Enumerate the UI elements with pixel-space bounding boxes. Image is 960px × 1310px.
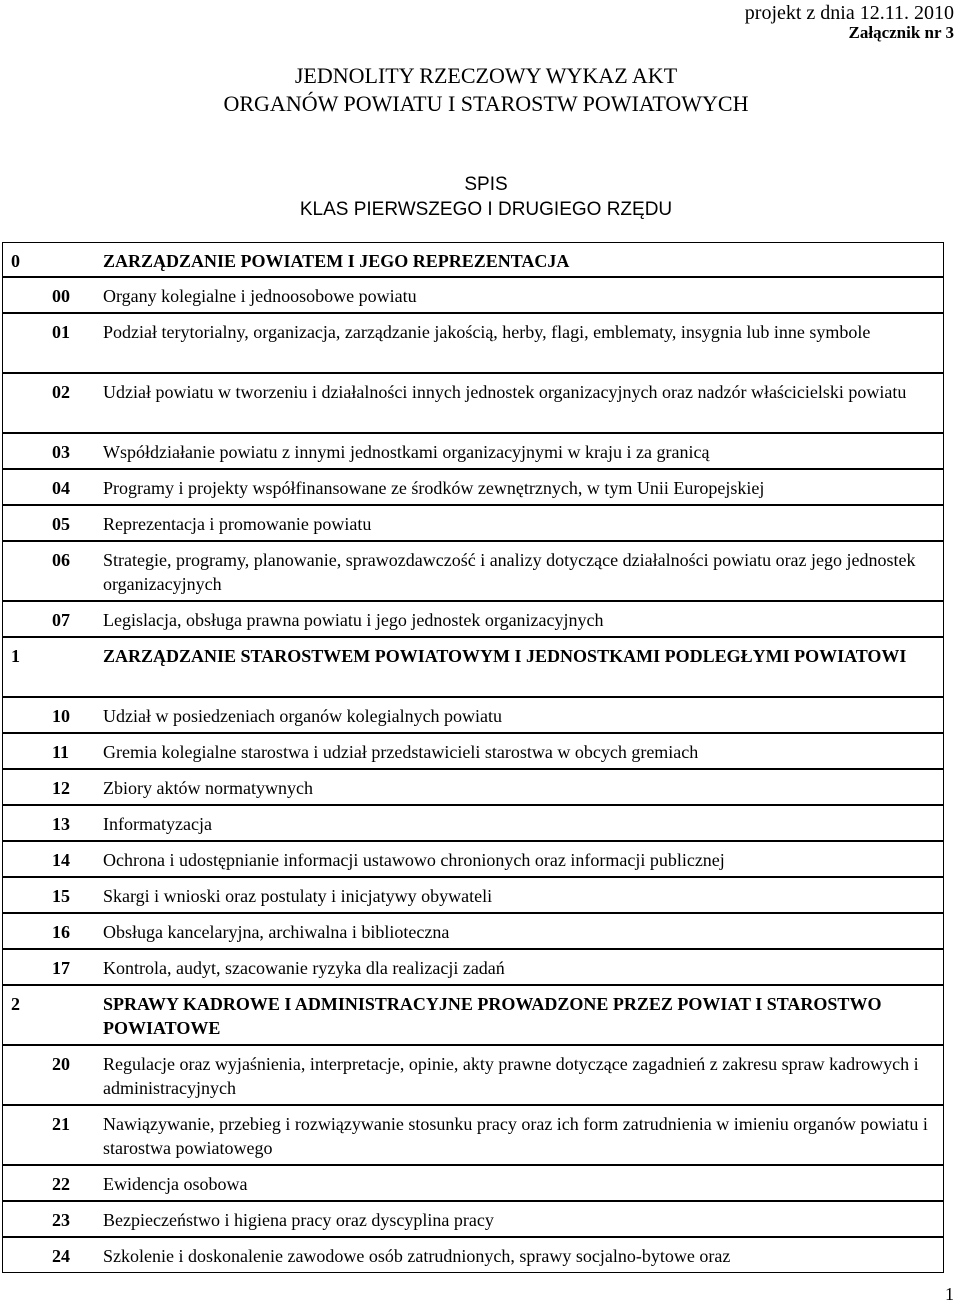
class-code: 04: [52, 478, 70, 498]
class-code: 20: [52, 1054, 70, 1074]
table-row-class-1: [2, 637, 944, 697]
class-code: 22: [52, 1174, 70, 1194]
table-row-class-2: [2, 949, 944, 985]
class-code: 21: [52, 1114, 70, 1134]
class-code: 23: [52, 1210, 70, 1230]
class-code: 16: [52, 922, 70, 942]
class-code: 06: [52, 550, 70, 570]
class-description: Kontrola, audyt, szacowanie ryzyka dla realizacji zadań: [103, 958, 505, 978]
class-description: Bezpieczeństwo i higiena pracy oraz dyscyplina pracy: [103, 1210, 494, 1230]
class-code: 11: [52, 742, 70, 762]
table-row-class-2: [2, 469, 944, 505]
class-code: 2: [11, 994, 20, 1014]
table-row-class-2: [2, 433, 944, 469]
class-description: Legislacja, obsługa prawna powiatu i jego jednostek organizacyjnych: [103, 610, 604, 630]
table-cell: [2, 1237, 944, 1273]
class-code: 0: [11, 251, 20, 271]
table-cell: [2, 313, 944, 373]
table-row-class-2: [2, 769, 944, 805]
table-cell: [2, 877, 944, 913]
class-description: Ochrona i udostępnianie informacji ustawowo chronionych oraz informacji publicznej: [103, 850, 725, 870]
class-description: Podział terytorialny, organizacja, zarządzanie jakością, herby, flagi, emblematy, insygnia lub inne symbole: [103, 322, 871, 342]
class-description: Obsługa kancelaryjna, archiwalna i biblioteczna: [103, 922, 450, 942]
class-code: 17: [52, 958, 70, 978]
table-cell: [2, 1201, 944, 1237]
table-row-class-1: [2, 985, 944, 1045]
class-code: 13: [52, 814, 70, 834]
class-description: Strategie, programy, planowanie, sprawozdawczość i analizy dotyczące działalności powiatu oraz jego jednostek organizacyjnych: [103, 550, 916, 594]
table-cell: [2, 949, 944, 985]
class-code: 12: [52, 778, 70, 798]
class-description: Udział powiatu w tworzeniu i działalności innych jednostek organizacyjnych oraz nadzór właścicielski powiatu: [103, 382, 907, 402]
table-row-class-2: [2, 805, 944, 841]
class-code: 02: [52, 382, 70, 402]
class-description: Zbiory aktów normatywnych: [103, 778, 313, 798]
table-cell: [2, 277, 944, 313]
table-row-class-2: [2, 697, 944, 733]
table-cell: [2, 601, 944, 637]
table-cell: [2, 1105, 944, 1165]
class-code: 14: [52, 850, 70, 870]
table-row-class-2: [2, 1165, 944, 1201]
table-cell: [2, 913, 944, 949]
table-cell: [2, 433, 944, 469]
list-title: [0, 172, 960, 222]
table-cell: [2, 841, 944, 877]
class-description: Programy i projekty współfinansowane ze środków zewnętrznych, w tym Unii Europejskiej: [103, 478, 765, 498]
class-code: 1: [11, 646, 20, 666]
table-cell: [2, 469, 944, 505]
table-cell: [2, 242, 944, 277]
table-row-class-2: [2, 277, 944, 313]
table-cell: [2, 1165, 944, 1201]
table-cell: [2, 637, 944, 697]
table-cell: [2, 541, 944, 601]
class-description: Gremia kolegialne starostwa i udział przedstawicieli starostwa w obcych gremiach: [103, 742, 699, 762]
table-cell: [2, 1045, 944, 1105]
table-row-class-2: [2, 541, 944, 601]
table-cell: [2, 805, 944, 841]
list-title-line-1: SPIS: [464, 174, 508, 195]
document-title: [0, 62, 960, 118]
class-code: 01: [52, 322, 70, 342]
class-code: 07: [52, 610, 70, 630]
table-cell: [2, 985, 944, 1045]
class-description: Szkolenie i doskonalenie zawodowe osób zatrudnionych, sprawy socjalno-bytowe oraz: [103, 1246, 731, 1266]
page-number: 1: [945, 1284, 954, 1304]
class-description: Skargi i wnioski oraz postulaty i inicjatywy obywateli: [103, 886, 493, 906]
class-description: SPRAWY KADROWE I ADMINISTRACYJNE PROWADZONE PRZEZ POWIAT I STAROSTWO POWIATOWE: [103, 994, 882, 1038]
table-row-class-2: [2, 1105, 944, 1165]
table-row-class-2: [2, 313, 944, 373]
class-description: Informatyzacja: [103, 814, 212, 834]
list-title-line-2: KLAS PIERWSZEGO I DRUGIEGO RZĘDU: [299, 199, 673, 220]
document-title-line-2: ORGANÓW POWIATU I STAROSTW POWIATOWYCH: [223, 91, 749, 116]
classification-table-body: [2, 242, 944, 1273]
class-code: 24: [52, 1246, 70, 1266]
class-code: 10: [52, 706, 70, 726]
table-row-class-2: [2, 505, 944, 541]
classification-table: [2, 242, 944, 1273]
table-cell: [2, 769, 944, 805]
table-row-class-2: [2, 913, 944, 949]
class-description: Nawiązywanie, przebieg i rozwiązywanie stosunku pracy oraz ich form zatrudnienia w imieniu organów powiatu i starostwa powiatowego: [103, 1114, 928, 1158]
project-date: projekt z dnia 12.11. 2010: [744, 2, 954, 24]
class-description: ZARZĄDZANIE POWIATEM I JEGO REPREZENTACJA: [103, 251, 570, 271]
document-title-line-1: JEDNOLITY RZECZOWY WYKAZ AKT: [294, 63, 678, 88]
class-code: 03: [52, 442, 70, 462]
annex-label: Załącznik nr 3: [848, 23, 954, 42]
table-row-class-2: [2, 1201, 944, 1237]
table-row-class-2: [2, 841, 944, 877]
table-row-class-2: [2, 1045, 944, 1105]
class-code: 05: [52, 514, 70, 534]
table-cell: [2, 697, 944, 733]
class-description: Regulacje oraz wyjaśnienia, interpretacje, opinie, akty prawne dotyczące zagadnień z zakresu spraw kadrowych i administracyjnych: [103, 1054, 919, 1098]
class-description: ZARZĄDZANIE STAROSTWEM POWIATOWYM I JEDNOSTKAMI PODLEGŁYMI POWIATOWI: [103, 646, 907, 666]
class-description: Współdziałanie powiatu z innymi jednostkami organizacyjnymi w kraju i za granicą: [103, 442, 710, 462]
class-description: Ewidencja osobowa: [103, 1174, 248, 1194]
class-description: Udział w posiedzeniach organów kolegialnych powiatu: [103, 706, 503, 726]
class-description: Organy kolegialne i jednoosobowe powiatu: [103, 286, 417, 306]
class-description: Reprezentacja i promowanie powiatu: [103, 514, 372, 534]
table-row-class-2: [2, 373, 944, 433]
table-cell: [2, 505, 944, 541]
table-row-class-2: [2, 601, 944, 637]
class-code: 15: [52, 886, 70, 906]
table-row-class-2: [2, 877, 944, 913]
table-cell: [2, 373, 944, 433]
table-row-class-2: [2, 733, 944, 769]
table-row-class-1: [2, 242, 944, 277]
table-cell: [2, 733, 944, 769]
table-row-class-2: [2, 1237, 944, 1273]
class-code: 00: [52, 286, 70, 306]
